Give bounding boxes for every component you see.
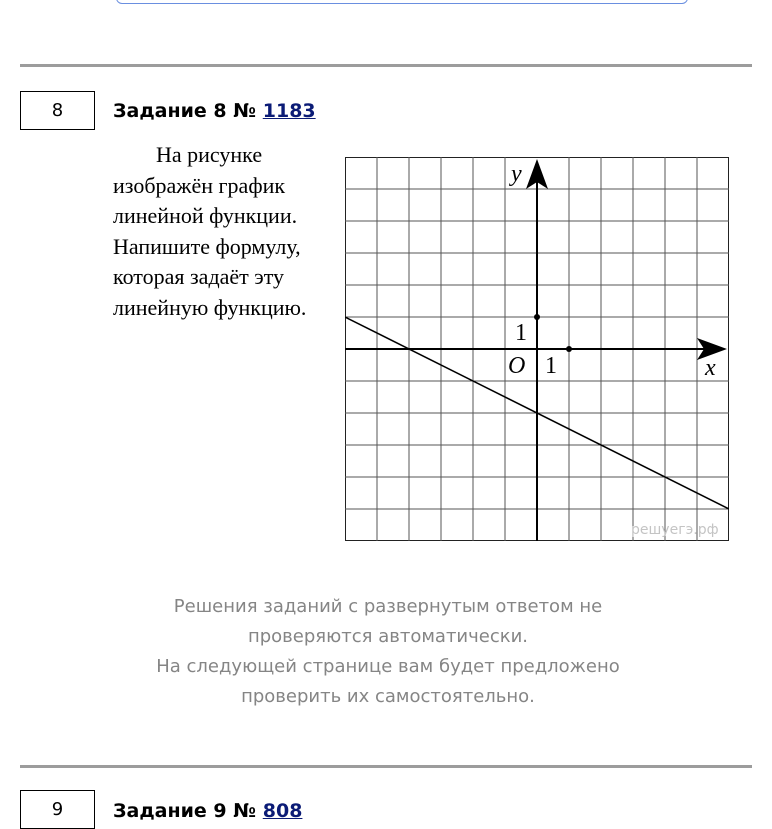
y-unit-point [534,314,540,320]
task-8-title-text: Задание 8 № [113,100,263,122]
self-check-notice [118,592,658,712]
divider-top [20,64,752,67]
origin-label: O [508,353,526,379]
task-9-number: 9 [20,790,95,829]
y-unit-label: 1 [515,320,527,346]
answer-input-box[interactable] [116,0,688,4]
task-8-id-link[interactable]: 1183 [262,100,316,122]
task-8-number: 8 [20,91,95,130]
x-unit-point [566,346,572,352]
task-9-title [113,800,302,822]
watermark: решуегэ.рф [631,522,719,538]
notice-line-2: На следующей странице вам будет предложено проверить их самостоятельно. [156,656,620,707]
x-axis-label: x [705,355,716,381]
linear-function-graph [345,157,729,541]
divider-bottom [20,765,752,768]
task-8-title [113,100,316,122]
task-9-title-text: Задание 9 № [113,800,263,822]
task-8-statement: На рисунке изображён график линейной функции. Напишите формулу, которая задаёт эту линейную функцию. [113,142,307,320]
y-axis-label: y [511,161,522,187]
task-9-id-link[interactable]: 808 [262,800,303,822]
task-8-text [113,140,323,323]
notice-line-1: Решения заданий с развернутым ответом не проверяются автоматически. [173,596,603,647]
x-unit-label: 1 [545,353,557,379]
